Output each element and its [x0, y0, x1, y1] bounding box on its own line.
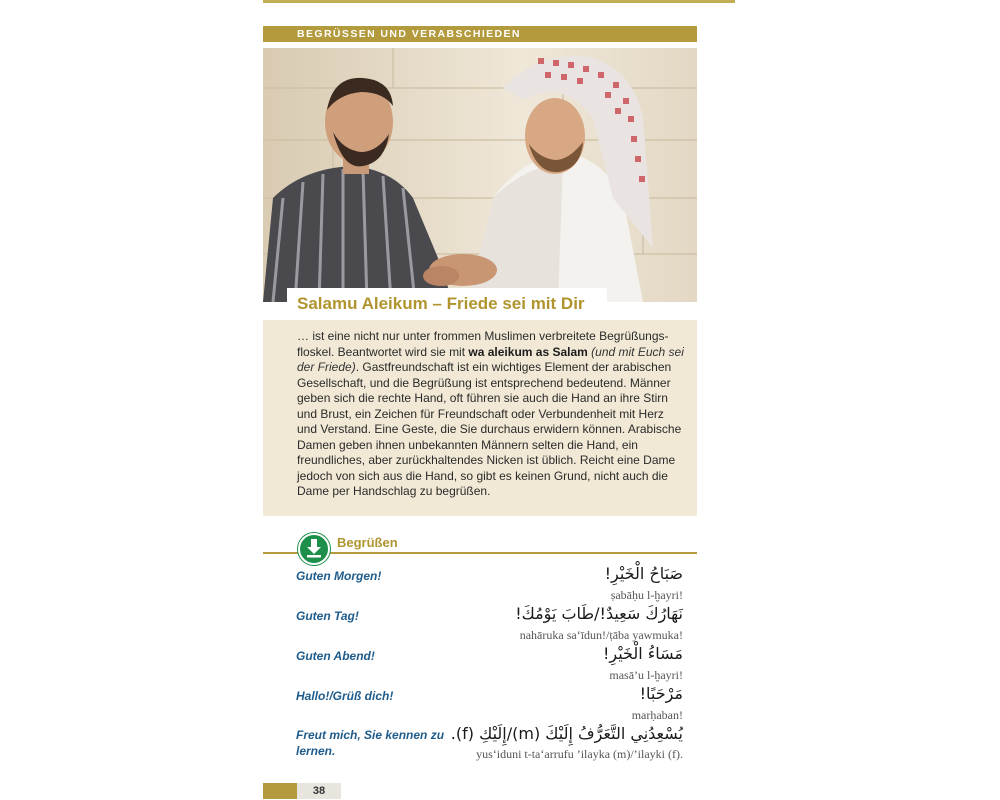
- phrase-german: Hallo!/Grüß dich!: [296, 689, 394, 703]
- phrase-arabic: مَسَاءُ الْخَيْرِ!: [602, 644, 683, 663]
- phrase-german: Freut mich, Sie kennen zu lernen.: [296, 728, 445, 758]
- phrase-transliteration: nahāruka sa‘īdun!/ṭāba yawmuka!: [519, 628, 683, 642]
- section-header: BEGRÜSSEN UND VERABSCHIEDEN: [263, 26, 697, 42]
- greeting-photo-illustration: [263, 48, 697, 302]
- info-text-2: . Gastfreundschaft ist ein wichtiges Element der arabischen Gesellschaft, und die Begrüßung ist entsprechend bedeutend. Männer geben sich die rechte Hand, oft führen sie auch die Hand an ihre Stirn und Brust, ein Zeichen für Freundschaft oder Verbundenheit mit Herz und Verstand. Eine Geste, die Sie durchaus erwidern können. Arabische Damen geben ihnen unbekannten Männern selten die Hand, ein freundliches, aber zurückhaltendes Nicken ist üblich. Reicht eine Dame jedoch von sich aus die Hand, so gibt es keinen Grund, nicht auch die Dame per Handschlag zu begrüßen.: [297, 360, 682, 498]
- phrase-arabic: يُسْعِدُنِي التَّعَرُّفُ إِلَيْكَ (m)/إِلَيْكِ (f).: [450, 724, 683, 743]
- subsection-title: Begrüßen: [337, 535, 398, 550]
- download-arrow-glyph: [305, 539, 323, 558]
- phrase-transliteration: yus‘iduni t-ta‘arrufu ’ilayka (m)/’ilayki (f).: [476, 747, 683, 761]
- info-text-italic: (und mit Euch sei der Friede): [297, 344, 684, 374]
- phrase-transliteration: ṣabāḥu l-ḫayri!: [610, 588, 683, 602]
- phrase-transliteration: masā’u l-ḫayri!: [609, 668, 683, 682]
- info-paragraph: [297, 329, 685, 500]
- phrase-arabic: مَرْحَبًا!: [639, 684, 683, 703]
- phrase-german: Guten Abend!: [296, 649, 375, 663]
- phrase-transliteration: marḥaban!: [631, 708, 683, 722]
- info-text-1: … ist eine nicht nur unter frommen Muslimen verbreitete Begrüßungsfloskel. Beantwortet wird sie mit: [297, 329, 669, 359]
- download-arrow-icon[interactable]: [298, 533, 330, 565]
- article-title: Salamu Aleikum – Friede sei mit Dir: [297, 294, 585, 313]
- greeting-photo: [263, 48, 697, 302]
- phrase-german: Guten Morgen!: [296, 569, 382, 583]
- info-box: [263, 320, 697, 516]
- phrase-arabic: صَبَاحُ الْخَيْرِ!: [604, 564, 683, 583]
- info-text-bold: wa aleikum as Salam: [468, 344, 588, 359]
- top-rule: [263, 0, 735, 3]
- phrase-german: Guten Tag!: [296, 609, 359, 623]
- article-title-box: [287, 288, 607, 320]
- page-tab: [263, 783, 297, 799]
- phrase-arabic: نَهَارُكَ سَعِيدٌ!/طَابَ يَوْمُكَ!: [515, 604, 683, 623]
- page-number: 38: [297, 783, 341, 799]
